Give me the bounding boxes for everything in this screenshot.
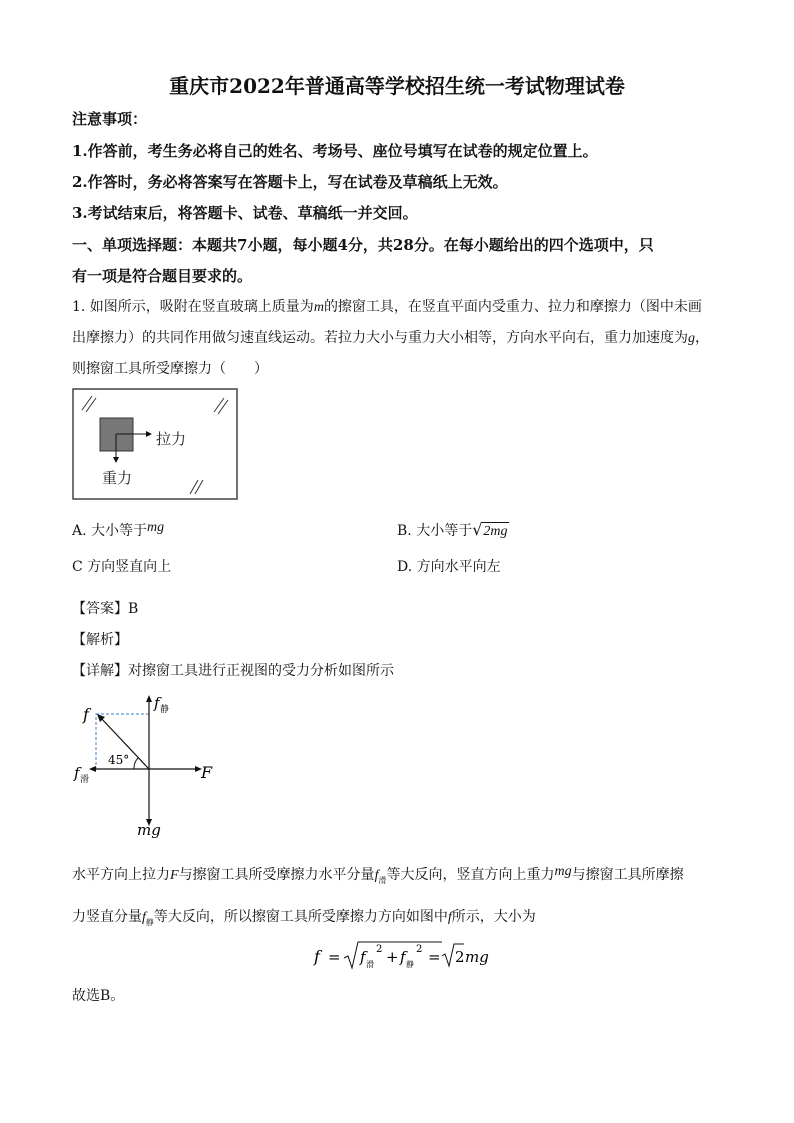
q1-g-symbol: g (688, 331, 695, 346)
mg-label: mg (137, 821, 161, 839)
formula-equals-2: = (428, 948, 441, 966)
glass-glare-mark (218, 400, 228, 414)
formula-f1-sub: 滑 (366, 960, 374, 969)
formula-rhs: mg (465, 948, 489, 966)
option-b[interactable] (397, 520, 509, 540)
F-label: F (201, 763, 213, 782)
exp-text-f: 等大反向，所以擦窗工具所受摩擦力方向如图中 (153, 909, 448, 925)
glass-glare-mark (82, 396, 92, 410)
force-diagram (70, 692, 230, 842)
q1-text-b: 的擦窗工具，在竖直平面内受重力、拉力和摩擦力（图中未画 (323, 299, 702, 315)
option-c[interactable]: C 方向竖直向上 (72, 559, 172, 575)
f-label: f (83, 705, 89, 724)
conclusion: 故选B。 (72, 988, 125, 1004)
glass-glare-mark (195, 480, 203, 494)
option-b-label: B. 大小等于 (397, 523, 473, 539)
question-1-figure (72, 388, 240, 502)
option-a[interactable] (72, 520, 164, 540)
question-1-line2 (72, 327, 709, 347)
notice-heading: 注意事项： (72, 110, 148, 128)
exp-text-e: 力竖直分量 (72, 909, 142, 925)
exp-F: F (170, 868, 179, 883)
exp-text-d: 与擦窗工具所摩擦 (571, 867, 684, 883)
formula-equals: = (328, 948, 341, 966)
exp-mg: mg (554, 864, 572, 879)
detail-line: 【详解】对擦窗工具进行正视图的受力分析如图所示 (72, 663, 394, 679)
formula-sq2: 2 (416, 944, 423, 955)
glass-glare-mark (86, 398, 96, 412)
exp-text-g: 所示，大小为 (451, 909, 536, 925)
formula-lhs: f (314, 947, 320, 966)
glass-glare-mark (190, 480, 198, 494)
explanation-line2 (72, 906, 536, 928)
angle-arc (134, 758, 138, 769)
exp-f-slide: f (374, 868, 379, 883)
formula-f2: f (400, 948, 406, 966)
sliding-friction-arrow-head (89, 766, 96, 772)
friction-formula (310, 938, 490, 972)
sqrt-icon: √ (472, 520, 483, 539)
section-heading-line1: 一、单项选择题：本题共7小题，每小题4分，共28分。在每小题给出的四个选项中，只 (72, 236, 654, 254)
analysis-heading: 【解析】 (72, 632, 128, 648)
notice-item-1: 1.作答前，考生务必将自己的姓名、考场号、座位号填写在试卷的规定位置上。 (72, 142, 598, 160)
exp-text-b: 与擦窗工具所受摩擦力水平分量 (178, 867, 375, 883)
option-a-value: mg (147, 520, 165, 535)
answer-line: 【答案】B (72, 601, 139, 617)
option-b-value: 2mg (483, 524, 508, 539)
exp-f: f (447, 910, 452, 925)
explanation-line1 (72, 864, 684, 886)
pull-arrow-head (146, 431, 152, 437)
question-1-line1 (72, 296, 702, 316)
q1-m-symbol: m (313, 300, 324, 315)
formula-rhs-num: 2 (455, 948, 465, 966)
exp-f-static-sub: 静 (145, 917, 154, 927)
q1-text-d: ， (695, 330, 709, 346)
f-slide-subscript: 滑 (80, 775, 90, 785)
formula-f2-sub: 静 (406, 960, 414, 969)
f-slide-label: f (74, 764, 80, 782)
exp-text-a: 水平方向上拉力 (72, 867, 170, 883)
section-heading-line2: 有一项是符合题目要求的。 (72, 267, 253, 285)
angle-label: 45° (108, 753, 130, 767)
f-static-label: f (154, 694, 160, 712)
option-d[interactable]: D. 方向水平向左 (397, 559, 501, 575)
formula-sq1: 2 (376, 944, 383, 955)
gravity-arrow-head (113, 457, 119, 463)
exp-f-slide-sub: 滑 (378, 875, 387, 885)
static-friction-arrow-head (146, 695, 152, 702)
exp-f-static: f (142, 910, 146, 925)
formula-f1: f (360, 948, 366, 966)
notice-item-3: 3.考试结束后，将答题卡、试卷、草稿纸一并交回。 (72, 204, 418, 222)
window-frame (73, 389, 237, 499)
notice-item-2: 2.作答时，务必将答案写在答题卡上，写在试卷及草稿纸上无效。 (72, 173, 508, 191)
f-static-subscript: 静 (160, 705, 170, 715)
formula-plus: + (386, 948, 399, 966)
glass-glare-mark (214, 398, 224, 412)
pull-label: 拉力 (156, 430, 187, 448)
option-a-label: A. 大小等于 (72, 523, 148, 539)
q1-text-c: 出摩擦力）的共同作用做匀速直线运动。若拉力大小与重力大小相等，方向水平向右，重力加速度为 (72, 330, 688, 346)
q1-text-a: 1. 如图所示，吸附在竖直玻璃上质量为 (72, 299, 314, 315)
exp-text-c: 等大反向，竖直方向上重力 (386, 867, 555, 883)
gravity-label: 重力 (102, 469, 133, 487)
paper-title: 重庆市2022年普通高等学校招生统一考试物理试卷 (169, 74, 625, 98)
option-b-radicand (482, 522, 508, 539)
question-1-line3: 则擦窗工具所受摩擦力（ ） (72, 361, 268, 377)
